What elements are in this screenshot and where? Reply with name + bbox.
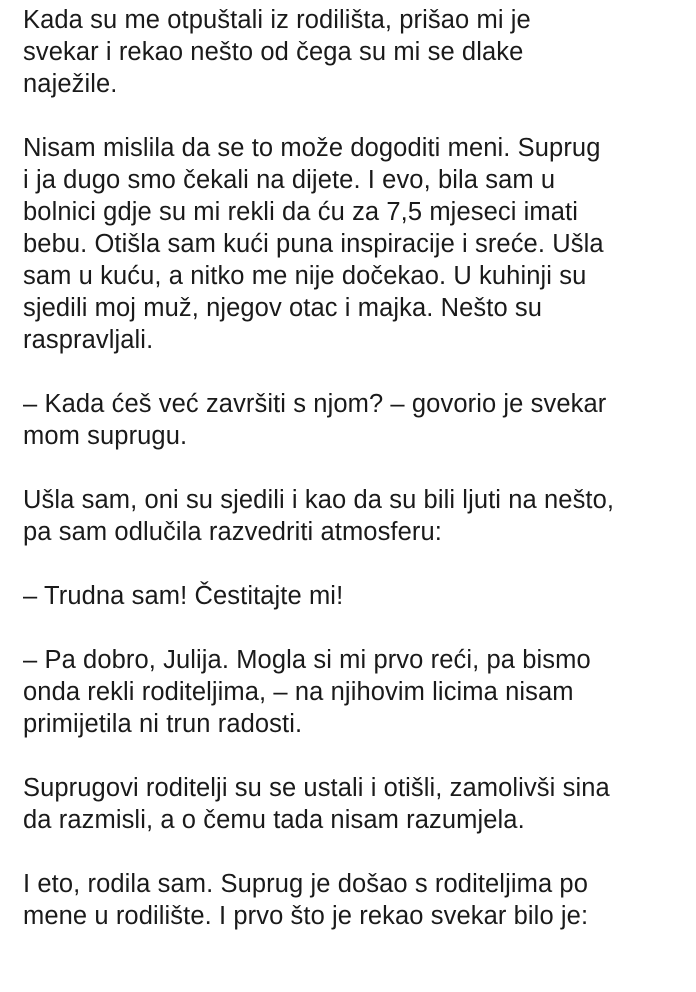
paragraph-6 <box>23 644 683 740</box>
paragraph-3 <box>23 388 683 452</box>
text-line: Kada su me otpuštali iz rodilišta, prišao mi je <box>23 6 531 34</box>
text-line: da razmisli, a o čemu tada nisam razumjela. <box>23 806 525 834</box>
paragraph-2 <box>23 132 683 356</box>
text-line: Suprugovi roditelji su se ustali i otišli, zamolivši sina <box>23 774 610 802</box>
text-line: Nisam mislila da se to može dogoditi meni. Suprug <box>23 134 601 162</box>
text-line: naježile. <box>23 70 118 98</box>
text-line: bolnici gdje su mi rekli da ću za 7,5 mjeseci imati <box>23 198 578 226</box>
paragraph-5 <box>23 580 683 612</box>
text-line: sam u kuću, a nitko me nije dočekao. U kuhinji su <box>23 262 587 290</box>
text-line: onda rekli roditeljima, – na njihovim licima nisam <box>23 678 574 706</box>
paragraph-spacer <box>23 100 683 132</box>
text-line: mom suprugu. <box>23 422 188 450</box>
text-line: – Trudna sam! Čestitajte mi! <box>23 582 344 610</box>
paragraph-8 <box>23 868 683 932</box>
text-line: svekar i rekao nešto od čega su mi se dlake <box>23 38 524 66</box>
text-line: bebu. Otišla sam kući puna inspiracije i sreće. Ušla <box>23 230 604 258</box>
text-line: primijetila ni trun radosti. <box>23 710 303 738</box>
text-line: pa sam odlučila razvedriti atmosferu: <box>23 518 442 546</box>
paragraph-spacer <box>23 612 683 644</box>
text-line: mene u rodilište. I prvo što je rekao svekar bilo je: <box>23 902 589 930</box>
text-line: – Kada ćeš već završiti s njom? – govorio je svekar <box>23 390 607 418</box>
text-line: i ja dugo smo čekali na dijete. I evo, bila sam u <box>23 166 556 194</box>
text-line: – Pa dobro, Julija. Mogla si mi prvo reći, pa bismo <box>23 646 591 674</box>
paragraph-spacer <box>23 740 683 772</box>
paragraph-spacer <box>23 452 683 484</box>
paragraph-1 <box>23 4 683 100</box>
paragraph-4 <box>23 484 683 548</box>
paragraph-spacer <box>23 836 683 868</box>
paragraph-7 <box>23 772 683 836</box>
text-line: sjedili moj muž, njegov otac i majka. Nešto su <box>23 294 543 322</box>
paragraph-spacer <box>23 548 683 580</box>
paragraph-spacer <box>23 356 683 388</box>
document-body <box>23 0 683 932</box>
text-line: I eto, rodila sam. Suprug je došao s roditeljima po <box>23 870 588 898</box>
text-line: Ušla sam, oni su sjedili i kao da su bili ljuti na nešto, <box>23 486 615 514</box>
text-line: raspravljali. <box>23 326 154 354</box>
